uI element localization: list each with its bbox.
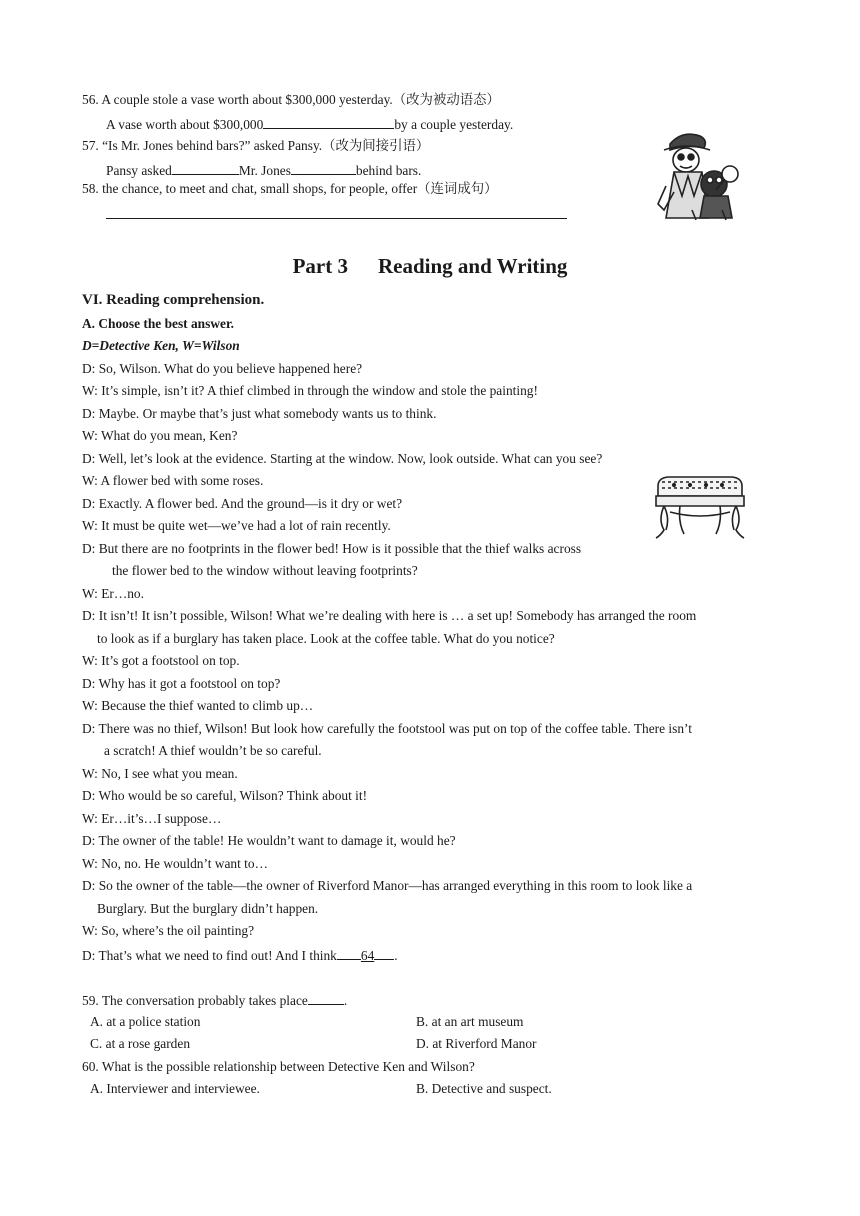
q60-option-b[interactable]: B. Detective and suspect. <box>416 1081 552 1096</box>
dialogue-line: D: Why has it got a footstool on top? <box>82 676 281 691</box>
q57-part3: behind bars. <box>355 163 422 178</box>
q59-prompt: 59. The conversation probably takes place <box>82 993 308 1008</box>
last-line-before: D: That’s what we need to find out! And I think <box>82 948 337 963</box>
q59-option-b[interactable]: B. at an art museum <box>416 1014 524 1029</box>
dialogue-line: D: Exactly. A flower bed. And the ground—is it dry or wet? <box>82 496 403 511</box>
dialogue-line-cont: a scratch! A thief wouldn’t be so careful. <box>104 743 322 758</box>
dialogue-line: D: So the owner of the table—the owner of Riverford Manor—has arranged everything in this room to look like a <box>82 878 693 893</box>
q56-blank[interactable] <box>263 116 394 129</box>
q60-option-a[interactable]: A. Interviewer and interviewee. <box>90 1081 260 1096</box>
question-56 <box>82 93 500 106</box>
dialogue-line: W: It must be quite wet—we’ve had a lot of rain recently. <box>82 518 391 533</box>
q57-prompt: 57. “Is Mr. Jones behind bars?” asked Pansy.（改为间接引语） <box>82 138 430 153</box>
dialogue-line: W: What do you mean, Ken? <box>82 428 238 443</box>
dialogue-line: D: There was no thief, Wilson! But look how carefully the footstool was put on top of the coffee table. There isn’t <box>82 721 692 736</box>
dialogue-line: D: It isn’t! It isn’t possible, Wilson! What we’re dealing with here is … a set up! Somebody has arranged the room <box>82 608 697 623</box>
question-60: 60. What is the possible relationship between Detective Ken and Wilson? <box>82 1059 475 1074</box>
dialogue-line: D: Well, let’s look at the evidence. Starting at the window. Now, look outside. What can you see? <box>82 451 603 466</box>
blank-number: 64 <box>360 948 375 963</box>
dialogue-line: W: So, where’s the oil painting? <box>82 923 255 938</box>
question-56-answer-line <box>106 116 513 131</box>
dialogue-line: D: Maybe. Or maybe that’s just what somebody wants us to think. <box>82 406 437 421</box>
q57-blank-1[interactable] <box>172 162 239 175</box>
part-title <box>0 256 860 277</box>
speaker-key: D=Detective Ken, W=Wilson <box>82 338 240 353</box>
dialogue-line: W: Er…it’s…I suppose… <box>82 811 222 826</box>
dialogue-line: W: It’s simple, isn’t it? A thief climbed in through the window and stole the painting! <box>82 383 538 398</box>
q57-part1: Pansy asked <box>106 163 172 178</box>
dialogue-line-cont: Burglary. But the burglary didn’t happen. <box>97 901 319 916</box>
dialogue-line-last <box>82 947 398 962</box>
q59-option-c[interactable]: C. at a rose garden <box>90 1036 191 1051</box>
footstool-illustration <box>650 472 748 544</box>
question-59 <box>82 992 347 1007</box>
dialogue-line: W: It’s got a footstool on top. <box>82 653 240 668</box>
question-57 <box>82 139 429 152</box>
dialogue-line: D: The owner of the table! He wouldn’t want to damage it, would he? <box>82 833 456 848</box>
section-heading: VI. Reading comprehension. <box>82 292 265 308</box>
dialogue-line: D: Who would be so careful, Wilson? Think about it! <box>82 788 368 803</box>
dialogue-line: W: Er…no. <box>82 586 144 601</box>
part-name: Reading and Writing <box>377 254 568 278</box>
dialogue-line: W: A flower bed with some roses. <box>82 473 264 488</box>
dialogue-line-cont: the flower bed to the window without leaving footprints? <box>112 563 418 578</box>
q57-part2: Mr. Jones <box>238 163 291 178</box>
q58-prompt: 58. the chance, to meet and chat, small shops, for people, offer（连词成句） <box>82 181 498 196</box>
q59-blank[interactable] <box>308 992 344 1005</box>
q59-end: . <box>343 993 348 1008</box>
question-58 <box>82 182 498 195</box>
q56-prompt: 56. A couple stole a vase worth about $300,000 yesterday.（改为被动语态） <box>82 92 500 107</box>
subsection-heading: A. Choose the best answer. <box>82 316 235 331</box>
blank-64-right[interactable] <box>374 947 394 960</box>
q56-before: A vase worth about $300,000 <box>106 117 264 132</box>
q59-option-a[interactable]: A. at a police station <box>90 1014 201 1029</box>
part-number: Part 3 <box>292 254 348 278</box>
dialogue-line: W: No, no. He wouldn’t want to… <box>82 856 268 871</box>
dialogue-line: D: But there are no footprints in the flower bed! How is it possible that the thief walks across <box>82 541 582 556</box>
detective-illustration <box>652 126 744 222</box>
q56-after: by a couple yesterday. <box>394 117 514 132</box>
question-57-answer-line <box>106 162 421 177</box>
q58-answer-rule[interactable] <box>106 218 567 219</box>
dialogue-line: W: Because the thief wanted to climb up… <box>82 698 314 713</box>
q57-blank-2[interactable] <box>291 162 356 175</box>
dialogue-line: D: So, Wilson. What do you believe happened here? <box>82 361 363 376</box>
dialogue-line: W: No, I see what you mean. <box>82 766 238 781</box>
q59-option-d[interactable]: D. at Riverford Manor <box>416 1036 537 1051</box>
dialogue-line-cont: to look as if a burglary has taken place. Look at the coffee table. What do you notice? <box>97 631 555 646</box>
blank-64-left[interactable] <box>337 947 361 960</box>
last-line-after: . <box>394 948 398 963</box>
